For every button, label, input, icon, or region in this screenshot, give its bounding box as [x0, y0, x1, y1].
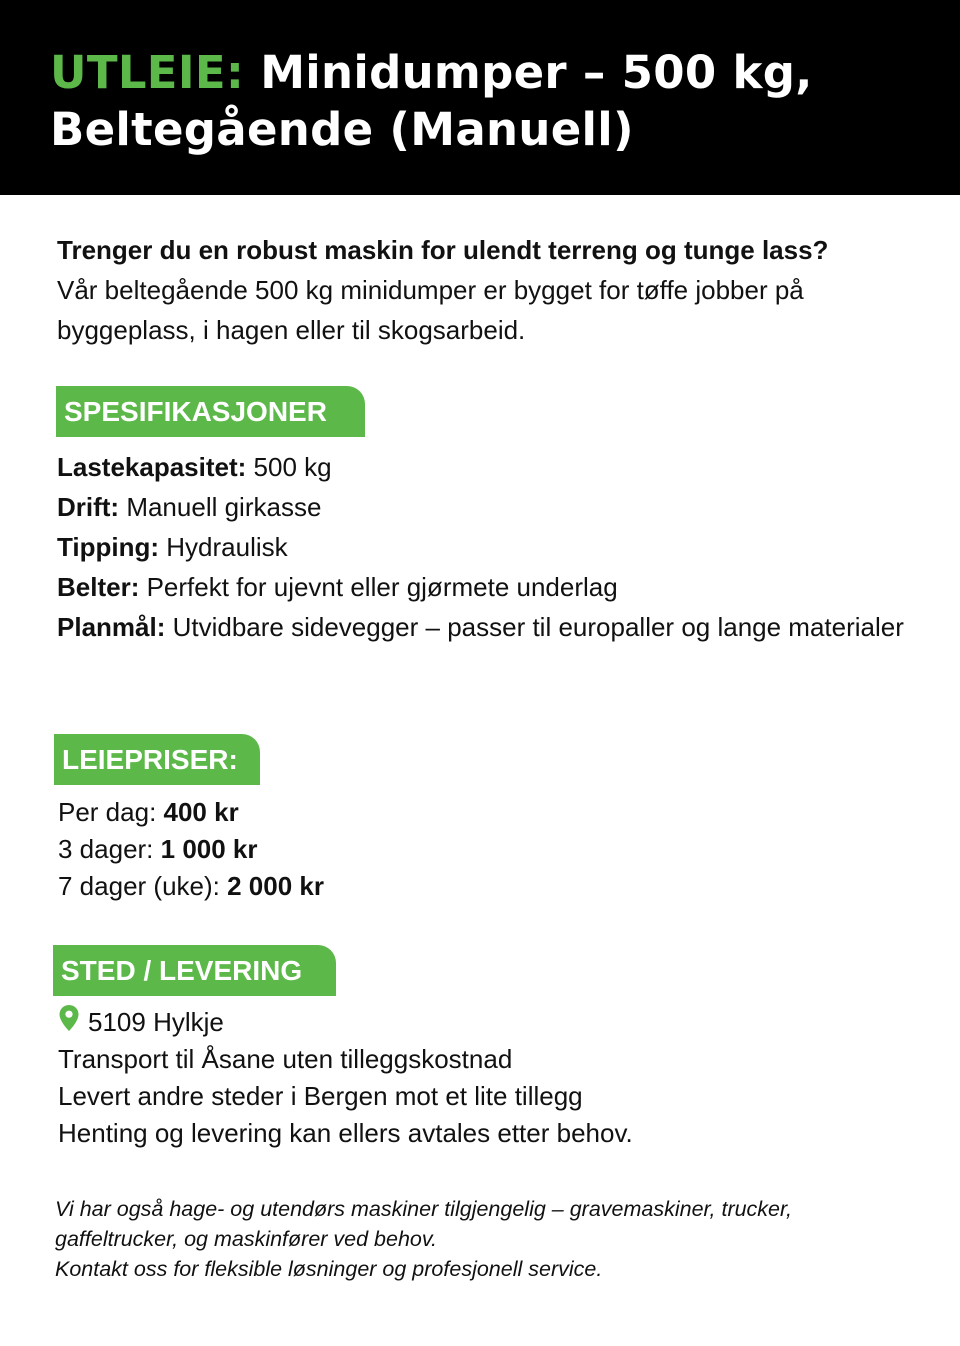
prices-heading: LEIEPRISER:: [54, 734, 260, 785]
spec-value: Utvidbare sidevegger – passer til europaller og lange materialer: [165, 612, 904, 642]
header-banner: [0, 0, 960, 195]
spec-item: [57, 487, 917, 527]
spec-label: Tipping:: [57, 532, 160, 562]
footer-line-2: Kontakt oss for fleksible løsninger og profesjonell service.: [55, 1257, 603, 1281]
delivery-line: Levert andre steder i Bergen mot et lite tillegg: [58, 1081, 583, 1111]
location-heading: STED / LEVERING: [53, 945, 336, 996]
spec-label: Drift:: [57, 492, 120, 522]
price-value: 400 kr: [163, 797, 239, 827]
price-item: [58, 794, 758, 831]
address-text: 5109 Hylkje: [88, 1007, 224, 1037]
map-pin-icon: [58, 1004, 80, 1032]
intro-lead: Trenger du en robust maskin for ulendt terreng og tunge lass?: [57, 235, 829, 265]
spec-value: Perfekt for ujevnt eller gjørmete underlag: [139, 572, 618, 602]
price-list: [58, 794, 758, 905]
spec-label: Belter:: [57, 572, 140, 602]
spec-value: Hydraulisk: [159, 532, 288, 562]
spec-value: 500 kg: [246, 452, 332, 482]
address-row: [58, 1004, 918, 1041]
spec-item: [57, 567, 917, 607]
price-label: Per dag:: [58, 797, 164, 827]
price-item: [58, 868, 758, 905]
page-title: [50, 44, 930, 158]
spec-value: Manuell girkasse: [119, 492, 322, 522]
intro-paragraph: [57, 230, 917, 350]
price-value: 1 000 kr: [160, 834, 258, 864]
title-label: UTLEIE:: [50, 46, 245, 99]
spec-item: [57, 607, 917, 647]
title-line-2: Beltegående (Manuell): [50, 103, 634, 156]
intro-body: Vår beltegående 500 kg minidumper er bygget for tøffe jobber på byggeplass, i hagen eller til skogsarbeid.: [57, 275, 804, 345]
delivery-line: Henting og levering kan ellers avtales etter behov.: [58, 1118, 633, 1148]
delivery-line: Transport til Åsane uten tilleggskostnad: [58, 1044, 513, 1074]
price-value: 2 000 kr: [227, 871, 324, 901]
footer-line-1: Vi har også hage- og utendørs maskiner tilgjengelig – gravemaskiner, trucker, gaffeltrucker, og maskinfører ved behov.: [55, 1197, 792, 1251]
spec-item: [57, 527, 917, 567]
spec-label: Lastekapasitet:: [57, 452, 247, 482]
price-label: 7 dager (uke):: [58, 871, 228, 901]
footer-note: [55, 1194, 915, 1284]
title-line-1: Minidumper – 500 kg,: [244, 46, 813, 99]
price-label: 3 dager:: [58, 834, 161, 864]
location-info: [58, 1004, 918, 1152]
price-item: [58, 831, 758, 868]
specs-heading: SPESIFIKASJONER: [56, 386, 365, 437]
specs-list: [57, 447, 917, 647]
spec-item: [57, 447, 917, 487]
spec-label: Planmål:: [57, 612, 166, 642]
